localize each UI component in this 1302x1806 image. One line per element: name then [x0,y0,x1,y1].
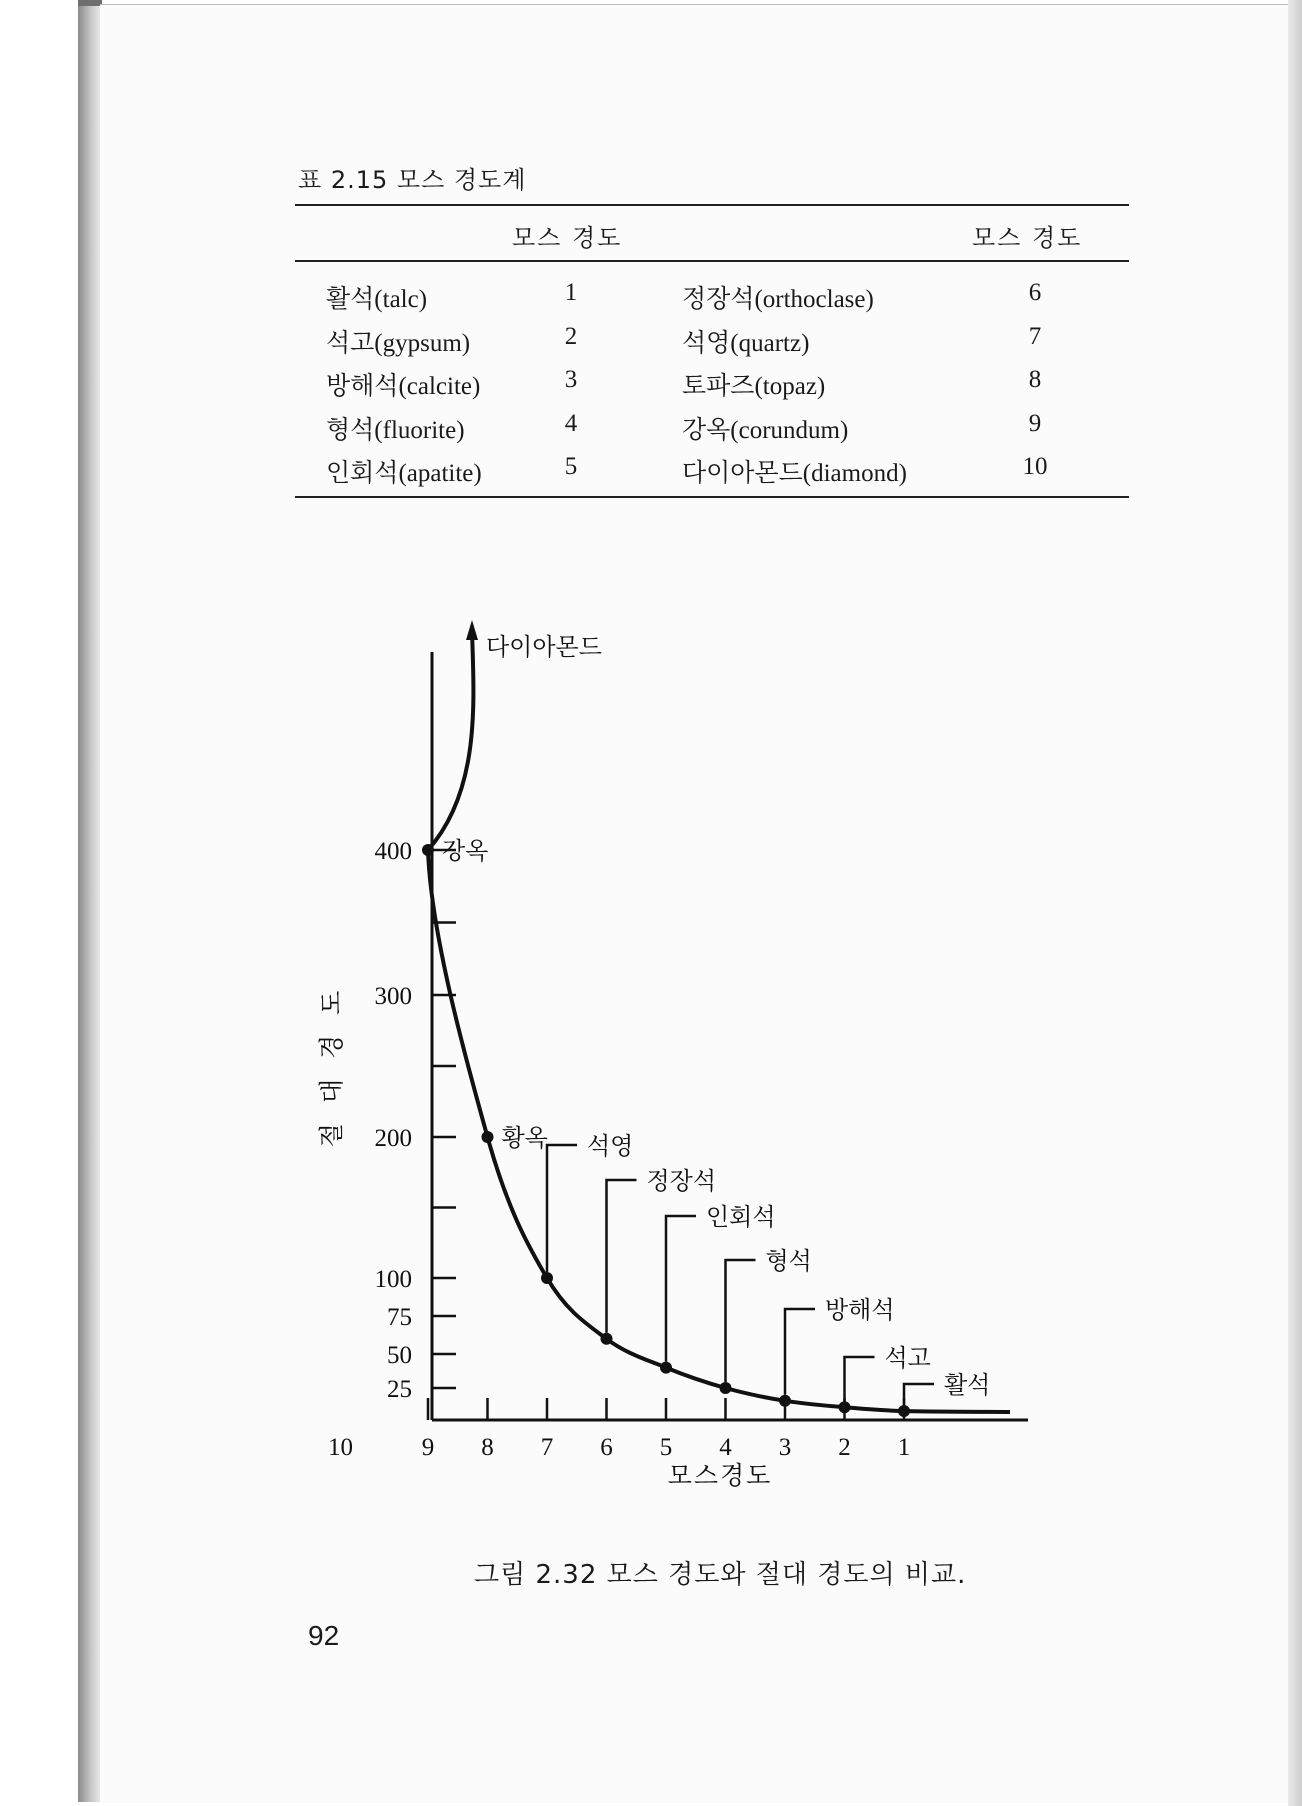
x-axis-title: 모스경도 [667,1461,773,1490]
y-tick-label: 400 [374,838,412,865]
data-label: 석영 [587,1132,634,1160]
page-number: 92 [308,1620,340,1651]
leader-line [547,1145,577,1272]
leader-line [666,1216,696,1362]
table-caption: 표 2.15 모스 경도계 [298,166,527,194]
table-row-3-left-name: 방해석(calcite) [326,373,481,400]
y-tick-label: 50 [387,1342,412,1369]
x-tick-label: 4 [719,1434,732,1461]
leader-line [726,1260,756,1382]
data-point-5 [660,1362,672,1374]
table-row-2-right-name: 석영(quartz) [682,330,810,357]
data-point-8 [482,1131,494,1143]
table-row-3-right-value: 8 [1028,366,1042,393]
table-header-right: 모스 경도 [972,224,1083,252]
x-tick-label: 6 [600,1434,613,1461]
data-label: 석고 [884,1344,931,1372]
table-row-5-left-name: 인회석(apatite) [326,460,482,487]
y-tick-label: 100 [374,1266,412,1293]
data-point-6 [601,1333,613,1345]
leader-line [607,1180,637,1333]
table-row-1-left-value: 1 [564,279,578,306]
figure-caption: 그림 2.32 모스 경도와 절대 경도의 비교. [474,1560,967,1590]
table-row-3-right-name: 토파즈(topaz) [682,373,826,400]
table-row-2-left-value: 2 [564,323,578,350]
arrow-label-diamond: 다이아몬드 [486,633,602,661]
table-row-4-left-value: 4 [564,410,578,437]
table-row-3-left-value: 3 [564,366,578,393]
x-tick-label: 5 [659,1434,673,1461]
data-point-7 [541,1272,553,1284]
table-row-1-left-name: 활석(talc) [326,286,428,313]
x-tick-label: 1 [897,1434,911,1461]
table-row-5-left-value: 5 [564,453,578,480]
y-axis-title: 절 대 경 도 [317,984,346,1148]
x-tick-label: 7 [540,1434,554,1461]
data-label: 강옥 [442,837,489,865]
x-tick-label: 3 [778,1434,792,1461]
leader-line [845,1357,875,1401]
x-tick-label: 2 [838,1434,851,1461]
y-tick-label: 300 [374,983,412,1010]
y-tick-label: 200 [374,1125,412,1152]
table-header-left: 모스 경도 [512,224,623,252]
data-label: 방해석 [825,1296,895,1324]
data-label: 활석 [944,1371,991,1399]
leader-line [904,1384,934,1405]
data-point-4 [720,1382,732,1394]
x-tick-label: 10 [328,1434,353,1461]
data-label: 황옥 [501,1124,548,1152]
data-label: 형석 [765,1247,812,1275]
data-label: 인회석 [706,1203,776,1231]
table-row-5-right-value: 10 [1022,453,1048,480]
data-point-9 [422,844,434,856]
y-tick-label: 25 [387,1376,412,1403]
table-row-4-left-name: 형석(fluorite) [326,417,465,444]
x-tick-label: 9 [421,1434,435,1461]
table-row-4-right-name: 강옥(corundum) [682,417,849,444]
data-point-3 [779,1395,791,1407]
data-label: 정장석 [646,1167,717,1195]
table-row-4-right-value: 9 [1028,410,1042,437]
leader-line [785,1309,815,1395]
hardness-curve [428,630,1010,1412]
table-row-1-right-name: 정장석(orthoclase) [682,286,874,313]
data-point-1 [898,1405,910,1417]
y-tick-label: 75 [387,1304,412,1331]
table-row-2-left-name: 석고(gypsum) [326,330,471,357]
table-row-5-right-name: 다이아몬드(diamond) [682,460,907,487]
x-tick-label: 8 [481,1434,494,1461]
curve-arrowhead [466,620,478,640]
table-row-2-right-value: 7 [1028,323,1042,350]
table-row-1-right-value: 6 [1028,279,1042,306]
data-point-2 [839,1401,851,1413]
